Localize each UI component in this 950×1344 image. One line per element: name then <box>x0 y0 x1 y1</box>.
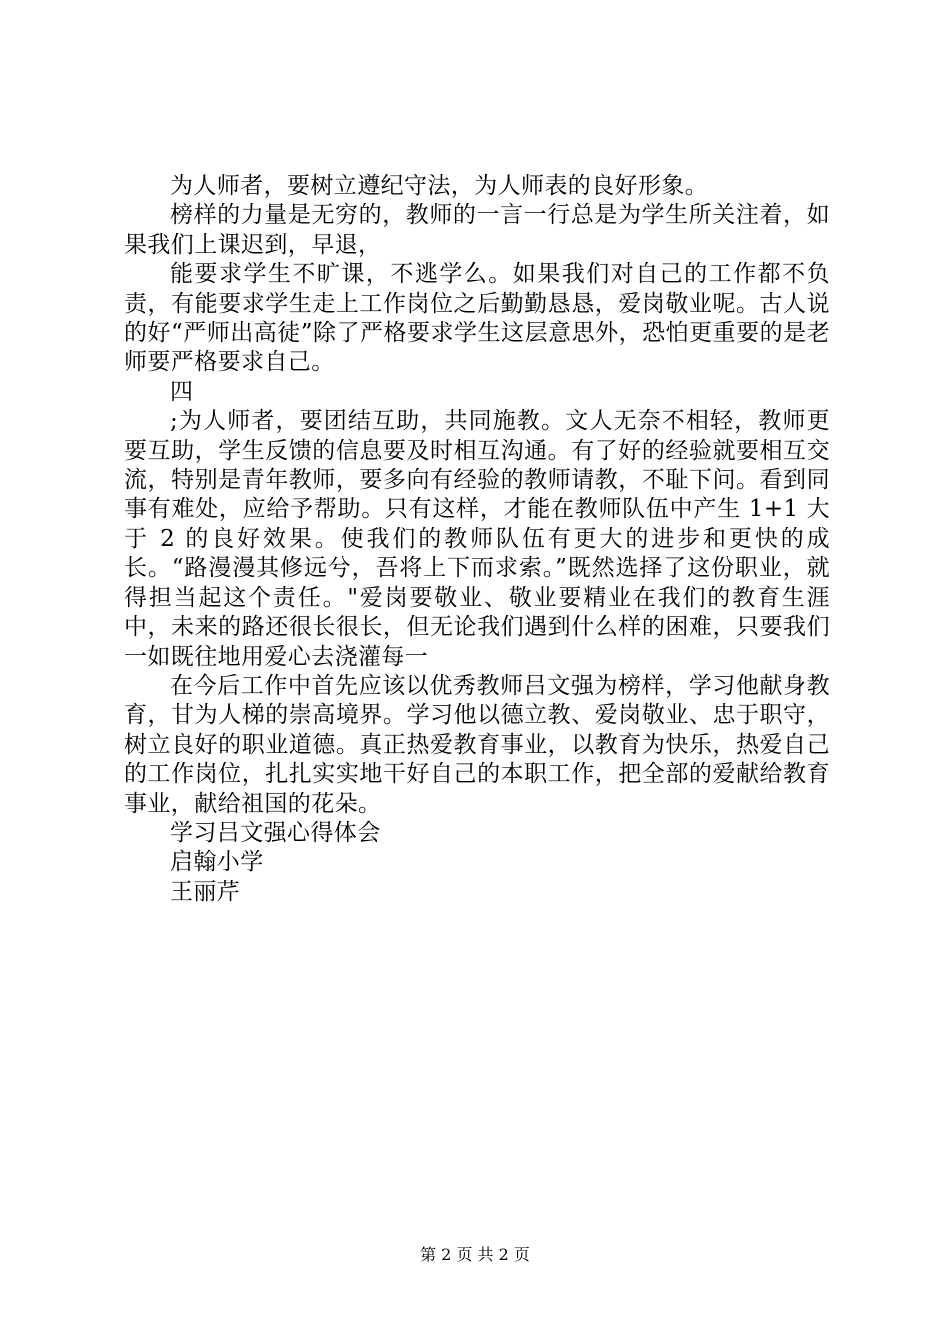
paragraph: 在今后工作中首先应该以优秀教师吕文强为榜样，学习他献身教育，甘为人梯的崇高境界。学习他以德立教、爱岗敬业、忠于职守，树立良好的职业道德。真正热爱教育事业，以教育为快乐，热爱自己的工作岗位，扎扎实实地干好自己的本职工作，把全部的爱献给教育事业，献给祖国的花朵。 <box>124 672 830 817</box>
article-title: 学习吕文强心得体会 <box>170 819 381 846</box>
section-number: 四 <box>170 378 194 405</box>
paragraph: 榜样的力量是无穷的，教师的一言一行总是为学生所关注着，如果我们上课迟到，早退， <box>124 202 830 258</box>
document-body <box>124 172 830 907</box>
paragraph: 为人师者，要树立遵纪守法，为人师表的良好形象。 <box>170 173 709 199</box>
paragraph: 能要求学生不旷课，不逃学么。如果我们对自己的工作都不负责，有能要求学生走上工作岗位之后勤勤恳恳，爱岗敬业呢。古人说的好“严师出高徒”除了严格要求学生这层意思外，恐怕更重要的是老师要严格要求自己。 <box>124 261 830 376</box>
school-name: 启翰小学 <box>170 849 264 876</box>
author-name: 王丽芹 <box>170 878 241 905</box>
paragraph: ;为人师者，要团结互助，共同施教。文人无奈不相轻，教师更要互助，学生反馈的信息要及时相互沟通。有了好的经验就要相互交流，特别是青年教师，要多向有经验的教师请教，不耻下问。看到同事有难处，应给予帮助。只有这样，才能在教师队伍中产生 1+1 大于 2 的良好效果。使我们的教师队伍有更大的进步和更快的成长。“路漫漫其修远兮，吾将上下而求索。”既然选择了这份职业，就得担当起这个责任。"爱岗要敬业、敬业要精业在我们的教育生涯中，未来的路还很长很长，但无论我们遇到什么样的困难，只要我们一如既往地用爱心去浇灌每一 <box>124 408 830 670</box>
page-footer: 第 2 页 共 2 页 <box>420 1245 530 1264</box>
